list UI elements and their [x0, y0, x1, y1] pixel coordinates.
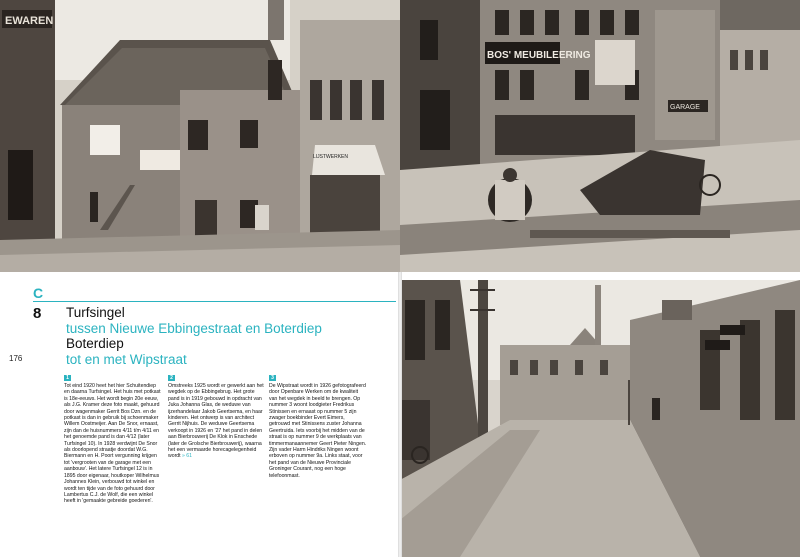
section-letter: C — [33, 285, 44, 301]
photo-wipstraat — [400, 280, 800, 557]
cross-reference-link[interactable]: » 61 — [182, 453, 193, 460]
title-turfsingel: Turfsingel — [66, 305, 125, 320]
caption-badge: 1 — [64, 375, 71, 381]
caption-badge: 3 — [269, 375, 276, 381]
sign-bos-meubileering: BOS' MEUBILEERING — [487, 50, 591, 61]
caption-column-2 — [168, 375, 266, 460]
subtitle-boterdiep: tot en met Wipstraat — [66, 351, 187, 367]
section-divider — [33, 301, 396, 302]
caption-column-3 — [269, 375, 367, 479]
sign-ewaren: EWAREN — [5, 15, 54, 27]
page-number: 176 — [9, 354, 23, 363]
sign-garage: GARAGE — [670, 104, 700, 111]
caption-column-1 — [64, 375, 162, 505]
caption-text: Omstreeks 1925 wordt er gewerkt aan het wegdek op de Ebbingebrug. Het grote pand is in 1919 gebouwd in opdracht van Juka Johanna Glas, de weduwe van ijzerhandelaar Jakob Geertsema, en haar kinderen. Het ontwerp is van architect Gerrit Nijhuis. De weduwe Geertsema verkoopt in 1926 en '27 het pand in delen aan Bierbrouwerij De Klok in Enschede (later de Grolsche Bierbrouwerij), waarna het een vermaarde horecagelegenheid wordt — [168, 383, 264, 460]
caption-text: De Wipstraat wordt in 1926 gefotografeerd door Openbare Werken om de kwaliteit van het wegdek in beeld te brengen. Op nummer 3 woont loodgieter Fredrikus Stinissen en ernaast op nummer 5 zijn zwager boekbinder Evert Eimers, getrouwd met Stinissens zuster Johanna Geertruida. Iets voorbij het midden van de straat is op nummer 9 de werkplaats van timmermanaannemer Geert Pieter Ningen. Zijn vader Harm Hindriks Ningen woont erboven op nummer 9a. Links staat, voor het pand van de Nieuwe Provinciale Groninger Courant, nog een hoge telefoonmast. — [269, 383, 367, 479]
sign-shop: LIJSTWERKEN — [313, 154, 349, 160]
caption-text: Tot eind 1920 heet het hier Schuitendiep en daarna Turfsingel. Het huis met potkast is 18e-eeuws. Het wordt begin 20e eeuw, als J.G. Kramer deze foto maakt, gehuurd door wagenmaker Gerrit Bos Dzn. en de potkast is dan in gebruik bij schoenmaker Willem Oostmeijer. Aan De Snor, ernaast, zijn dan de huisnummers 4/11 t/m 4/11 en het genoemde pand is dan 4/12 (later Turfsingel 10). In 1928 verdwijnt De Snor als doorlopend straatje doordat W.G. Biermann en H. Poort vergunning krijgen tot 'vergrooten van de garage met een aanbouw'. Het latere Turfsingel 12 is in 1895 door eigenaar, houtkoper Wilhelmus Johannes Klein, verbouwd tot winkel en wordt ten tijde van de foto gehuurd door Lambertus C.J. de Wolf, die een winkel heeft in 'gemaakte gebreide goederen'. — [64, 383, 161, 505]
subtitle-turfsingel: tussen Nieuwe Ebbingestraat en Boterdiep — [66, 320, 322, 336]
photo-ebbingebrug-roadworks — [400, 0, 800, 272]
section-number: 8 — [33, 305, 42, 322]
title-boterdiep: Boterdiep — [66, 336, 124, 351]
caption-badge: 2 — [168, 375, 175, 381]
photo-turfsingel-houses — [0, 0, 400, 272]
section-titles — [66, 305, 396, 367]
book-spine — [398, 272, 402, 557]
